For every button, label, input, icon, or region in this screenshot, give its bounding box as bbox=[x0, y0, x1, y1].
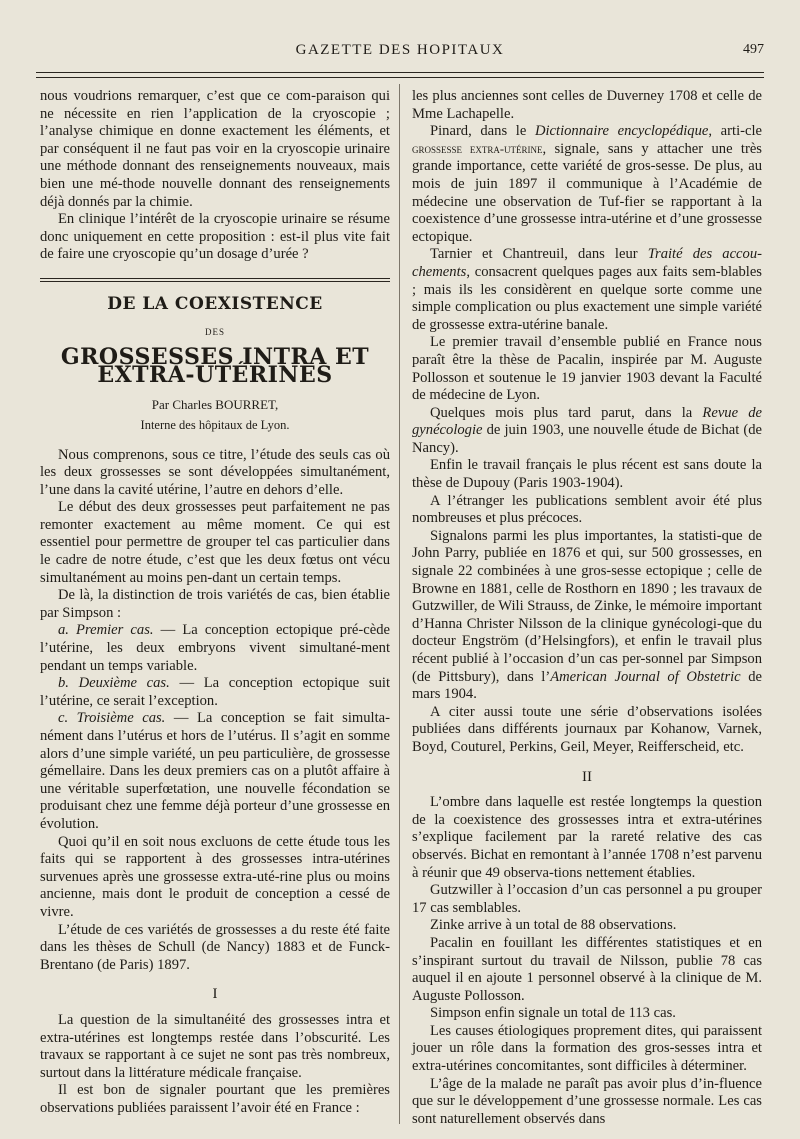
text-run: Quelques mois plus tard parut, dans la bbox=[430, 404, 703, 421]
italic-title: American Journal of Obstetric bbox=[550, 668, 741, 685]
paragraph: Le premier travail d’ensemble publié en France nous paraît être la thèse de Pacalin, inspirée par M. Auguste Pollosson et soutenue le 19 janvier 1903 devant la Faculté de médecine de Lyon. bbox=[412, 334, 762, 404]
text-run: Pinard, dans le bbox=[430, 123, 535, 140]
paragraph: De là, la distinction de trois variétés de cas, bien établie par Simpson : bbox=[40, 587, 390, 621]
header-rule-thin bbox=[36, 77, 764, 78]
case-label: a. Premier cas. bbox=[58, 622, 154, 639]
article-rule-thin bbox=[40, 281, 390, 282]
column-divider bbox=[399, 84, 400, 1124]
header-rule bbox=[36, 72, 764, 73]
paragraph bbox=[412, 246, 762, 334]
left-column bbox=[40, 88, 390, 1117]
paragraph: nous voudrions remarquer, c’est que ce com-paraison qui ne nécessite en rien l’application de la cryoscopie ; l’analyse chimique en donne exactement les éléments, et par conséquent il ne faut pas voir en la cryoscopie urinaire une méthode donnant des renseignements nouveaux, mais bien une mé-thode nouvelle donnant des renseignements déjà donnés par la chimie. bbox=[40, 88, 390, 210]
paragraph bbox=[412, 123, 762, 246]
page-header bbox=[36, 42, 764, 66]
paragraph: Gutzwiller à l’occasion d’un cas personnel a pu grouper 17 cas semblables. bbox=[412, 882, 762, 916]
text-run: Tarnier et Chantreuil, dans leur bbox=[430, 246, 648, 263]
italic-title: Traité des accou-chements bbox=[412, 246, 762, 280]
paragraph: Enfin le travail français le plus récent est sans doute la thèse de Dupouy (Paris 1903-1904). bbox=[412, 457, 762, 492]
paragraph: Il est bon de signaler pourtant que les premières observations publiées paraissent l’avoir été en France : bbox=[40, 1082, 390, 1116]
case-text: — La conception ectopique suit l’utérine, ce serait l’exception. bbox=[40, 675, 391, 709]
case-paragraph bbox=[40, 710, 390, 833]
article-title-connector: DES bbox=[204, 326, 225, 337]
text-run: , arti-cle bbox=[708, 123, 762, 140]
paragraph: L’ombre dans laquelle est restée longtemps la question de la coexistence des grossesses intra et extra-utérines s’explique facilement par la rareté relative des cas observés. Bichat en remontant à l’année 1708 n’est parvenu à réunir que 49 observa-tions nettement établies. bbox=[412, 794, 762, 881]
paragraph: A citer aussi toute une série d’observations isolées publiées dans différents journaux par Kohanow, Varnek, Boyd, Couturel, Perkins, Geil, Meyer, Reifferscheid, etc. bbox=[412, 703, 762, 755]
text-run: , consacrent quelques pages aux faits sem-blables ; mais ils les considèrent en quelque sorte comme une simple complication ou plus exactement une simple variété de grossesse extra-utérine banale. bbox=[412, 263, 762, 333]
paragraph: les plus anciennes sont celles de Duverney 1708 et celle de Mme Lachapelle. bbox=[412, 88, 762, 122]
article-main-title: GROSSESSES INTRA ET EXTRA-UTÉRINES bbox=[60, 344, 370, 388]
italic-title: Dictionnaire encyclopédique bbox=[534, 123, 709, 140]
page-number: 497 bbox=[743, 42, 764, 57]
case-label: c. Troisième cas. bbox=[58, 710, 166, 727]
paragraph: Le début des deux grossesses peut parfaitement ne pas remonter exactement au même moment. Ce qui est essentiel pour permettre de grouper tel cas particulier dans le cadre de notre étude, c’est que les deux fœtus ont vécu simultanément au moins pen-dant un certain temps. bbox=[40, 499, 390, 586]
paragraph: La question de la simultanéité des grossesses intra et extra-utérines est longtemps restée dans l’obscurité. Les travaux se rapportant à ce sujet ne sont pas très nombreux, surtout dans la littérature médicale française. bbox=[40, 1011, 390, 1081]
case-paragraph bbox=[40, 675, 390, 710]
text-run: de juin 1903, une nouvelle étude de Bichat (de Nancy). bbox=[412, 422, 762, 456]
paragraph: En clinique l’intérêt de la cryoscopie urinaire se résume donc uniquement en cette proposition : est-il plus vite fait de faire une cryoscopie qu’un dosage d’urée ? bbox=[40, 211, 390, 263]
paragraph: L’âge de la malade ne paraît pas avoir plus d’in-fluence que sur le développement d’une grossesse normale. Les cas sont naturellement observés dans bbox=[412, 1075, 762, 1127]
paragraph bbox=[412, 405, 762, 458]
paragraph: Nous comprenons, sous ce titre, l’étude des seuls cas où les deux grossesses se sont développées simultanément, l’une dans la cavité utérine, l’autre en dehors d’elle. bbox=[40, 446, 390, 498]
paragraph: Simpson enfin signale un total de 113 cas. bbox=[430, 1005, 676, 1022]
paragraph: Les causes étiologiques proprement dites, qui paraissent jouer un rôle dans la formation des gros-sesses intra et extra-utérines concomitantes, sont difficiles à déterminer. bbox=[412, 1022, 762, 1075]
author-affiliation: Interne des hôpitaux de Lyon. bbox=[140, 417, 290, 432]
paragraph: Pacalin en fouillant les différentes statistiques et en s’inspirant surtout du travail de Nilsson, publie 78 cas auquel il en ajoute 1 personnel observé à la clinique de M. Auguste Pollosson. bbox=[412, 934, 762, 1004]
paragraph: A l’étranger les publications semblent avoir été plus nombreuses et plus précoces. bbox=[412, 492, 762, 527]
paragraph bbox=[412, 528, 762, 704]
section-heading: I bbox=[212, 986, 218, 1003]
case-label: b. Deuxième cas. bbox=[58, 675, 170, 692]
case-text: — La conception ectopique pré-cède l’utérine, les deux embryons vivent simultané-ment pendant un temps variable. bbox=[40, 622, 390, 674]
text-run: , signale, sans y attacher une très grande importance, cette variété de gros-sesse. De plus, au mois de juin 1897 il communique à l’Académie de médecine une observation de Tuf-fier se rapportant à la coexistence d’une grossesse intra-utérine et d’une grossesse ectopique. bbox=[412, 140, 762, 245]
paragraph: Quoi qu’il en soit nous excluons de cette étude tous les faits qui se rapportent à des grossesses intra-utérines survenues après une grossesse extra-uté-rine plus ou moins ancienne, mais dont le produit de conception a cessé de vivre. bbox=[40, 833, 390, 920]
paragraph: Zinke arrive à un total de 88 observations. bbox=[430, 917, 677, 934]
case-paragraph bbox=[40, 622, 390, 675]
small-caps-term: grossesse extra-utérine bbox=[412, 141, 543, 156]
paragraph: L’étude de ces variétés de grossesses a du reste été faite dans les thèses de Schull (de Nancy) 1883 et de Funck-Brentano (de Paris) 1897. bbox=[40, 921, 390, 973]
journal-title: GAZETTE DES HOPITAUX bbox=[295, 42, 505, 58]
text-run: de mars 1904. bbox=[412, 668, 762, 703]
italic-title: Revue de gynécologie bbox=[412, 404, 762, 439]
right-column bbox=[412, 88, 762, 1128]
section-heading: II bbox=[582, 768, 592, 785]
case-text: — La conception se fait simulta-nément dans l’utérus et hors de l’utérus. Il s’agit en somme alors d’une simple variété, un peu particulière, de grossesse gémellaire. Dans les deux premiers cas on a plutôt affaire à une véritable superfœtation, une nouvelle fécondation se produisant chez une femme déjà porteur d’une grossesse en évolution. bbox=[40, 710, 390, 832]
article-title: DE LA COEXISTENCE bbox=[107, 293, 323, 314]
text-run: Signalons parmi les plus importantes, la statisti-que de John Parry, publiée en 1876 et qui, sur 500 grossesses, en signale 22 combinées à une gros-sesse ectopique ; celle de Browne en 1881, celle de Rosthorn en 1890 ; les travaux de Gutzwiller, de Wili Strauss, de Zinke, le mémoire important d’Hanna Christer Nilsson de la clinique gynécologi-que du docteur Engström (d’Helsingfors), et enfin le travail plus récent publié à l’occasion d’un cas per-sonnel par Simpson (de Pittsbury), dans l’ bbox=[412, 527, 762, 685]
author-byline: Par Charles BOURRET, bbox=[151, 397, 279, 413]
article-rule bbox=[40, 278, 390, 279]
